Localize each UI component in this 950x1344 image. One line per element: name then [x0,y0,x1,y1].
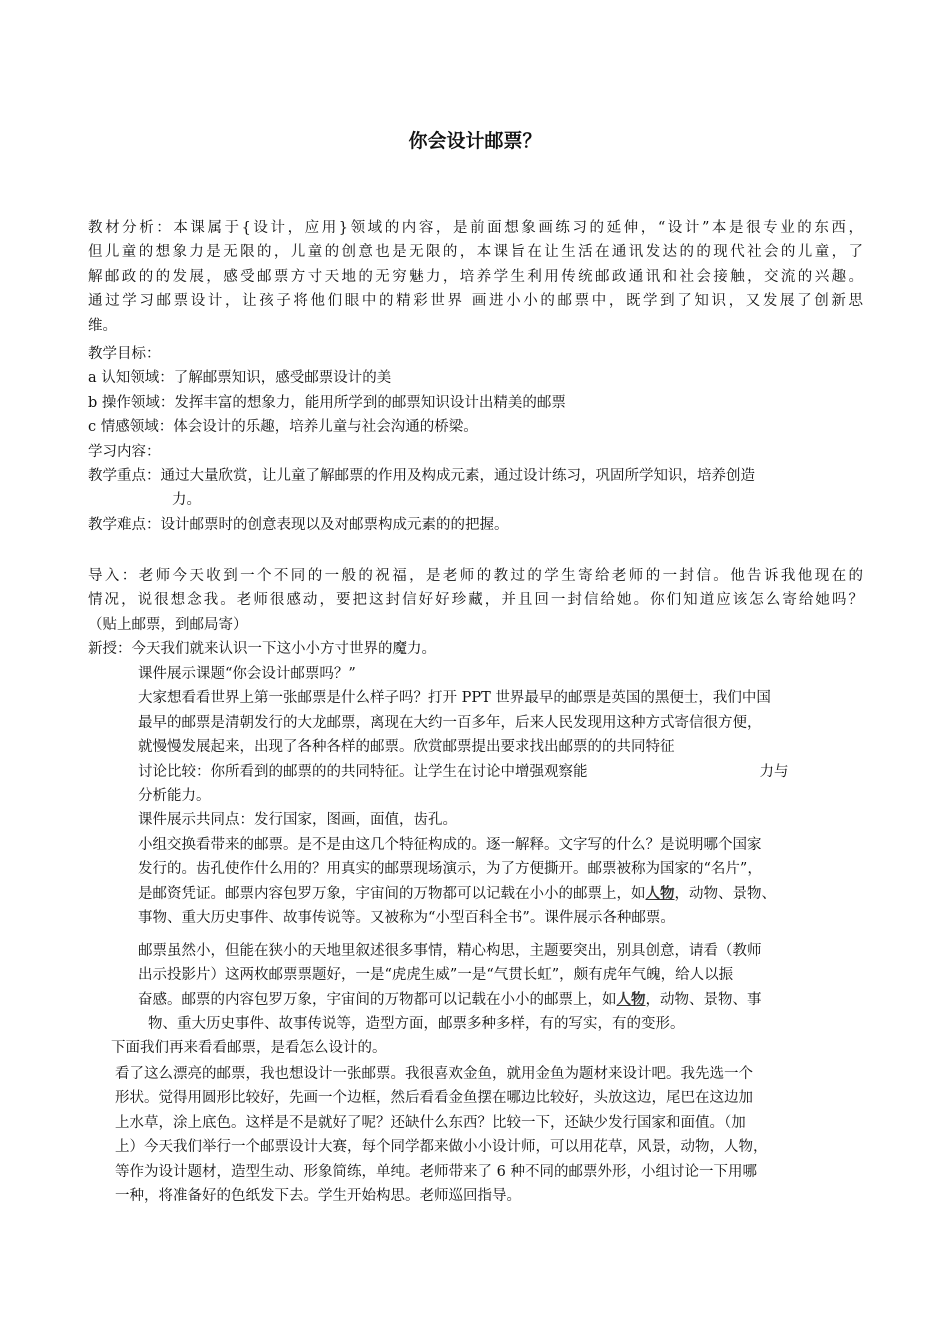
intro-paragraph [88,564,863,637]
small-line: 邮票虽然小，但能在狭小的天地里叙述很多事情，精心构思，主题要突出，别具创意，请看（教师 [138,943,762,959]
goal-c: c 情感领域：体会设计的乐趣，培养儿童与社会沟通的桥梁。 [88,419,478,436]
intro-line: （贴上邮票，到邮局寄） [88,616,248,633]
content-heading: 学习内容： [88,443,161,460]
key-point-continuation: 力。 [172,492,201,509]
design-line: 形状。觉得用圆形比较好，先画一个边框，然后看看金鱼摆在哪边比较好，头放这边，尾巴在这边加 [115,1090,753,1107]
difficulty-line: 教学难点：设计邮票时的创意表现以及对邮票构成元素的的把握。 [88,517,509,533]
next-line: 下面我们再来看看邮票，是看怎么设计的。 [111,1040,387,1056]
new-lesson-line: 新授：今天我们就来认识一下这小小方寸世界的魔力。 [88,641,436,657]
analysis-line: 但儿童的想象力是无限的，儿童的创意也是无限的，本课旨在让生活在通讯发达的的现代社会的儿童，了 [88,244,863,261]
difficulty [88,513,863,537]
group-line: 事物、重大历史事件、故事传说等。又被称为“小型百科全书”。课件展示各种邮票。 [138,910,675,927]
group-line: 小组交换看带来的邮票。是不是由这几个特征构成的。逐一解释。文字写的什么？是说明哪个国家 [138,836,762,853]
intro-line: 导入：老师今天收到一个不同的一般的祝福，是老师的教过的学生寄给老师的一封信。他告诉我他现在的 [88,568,863,584]
design-line: 等作为设计题材，造型生动、形象简练，单纯。老师带来了 6 种不同的邮票外形，小组讨论一下用哪 [115,1163,757,1180]
design-line: 看了这么漂亮的邮票，我也想设计一张邮票。我很喜欢金鱼，就用金鱼为题材来设计吧。我先选一个 [115,1066,753,1082]
new-lesson-body [138,662,863,930]
people-link[interactable]: 人物 [645,884,675,902]
new-lesson-heading-block [88,637,863,661]
discuss-continuation: 分析能力。 [138,788,211,805]
discuss-end: 力与 [759,763,789,780]
goals-heading: 教学目标： [88,346,161,362]
intro-line: 情况，说很想念我。老师很感动，要把这封信好好珍藏，并且回一封信给她。你们知道应该怎么寄给她吗？ [88,592,863,609]
goal-a: a 认知领域：了解邮票知识，感受邮票设计的美 [88,370,392,387]
analysis-line: 通过学习邮票设计，让孩子将他们眼中的精彩世界 画进小小的邮票中，既学到了知识，又发展了创新思 [88,293,863,310]
discuss-text: 讨论比较：你所看到的邮票的的共同特征。让学生在讨论中增强观察能 [138,763,588,780]
group-line [138,882,863,906]
goals-section [88,342,863,464]
analysis-paragraph [88,216,863,338]
small-line: 物、重大历史事件、故事传说等，造型方面，邮票多种多样，有的写实，有的变形。 [148,1016,685,1033]
next-line-block [111,1036,863,1060]
common-points-line: 课件展示共同点：发行国家，图画，面值，齿孔。 [138,812,457,829]
analysis-line: 维。 [88,317,117,334]
show-title-line: 课件展示课题“你会设计邮票吗？” [138,666,356,682]
analysis-line: 解邮政的的发展，感受邮票方寸天地的无穷魅力，培养学生利用传统邮政通讯和社会接触，交流的兴趣。 [88,268,863,285]
design-line: 上）今天我们举行一个邮票设计大赛，每个同学都来做小小设计师，可以用花草，风景，动物，人物， [115,1139,768,1156]
group-text: ，动物、景物、 [674,885,776,902]
goal-b: b 操作领域：发挥丰富的想象力，能用所学到的邮票知识设计出精美的邮票 [88,394,566,411]
small-line: 出示投影片）这两枚邮票票题好，一是“虎虎生威”一是“气贯长虹”，颇有虎年气魄，给人以振 [138,967,734,984]
first-stamp-line: 最早的邮票是清朝发行的大龙邮票，离现在大约一百多年，后来人民发现用这种方式寄信很方便， [138,714,762,731]
discuss-line [138,760,863,784]
design-line: 一种，将准备好的色纸发下去。学生开始构思。老师巡回指导。 [115,1188,521,1205]
design-paragraph [115,1062,863,1208]
key-point-line: 教学重点：通过大量欣赏，让儿童了解邮票的作用及构成元素，通过设计练习，巩固所学知识，培养创造 [88,468,755,484]
small-text: ，动物、景物、事 [645,991,762,1008]
group-text: 是邮资凭证。邮票内容包罗万象，宇宙间的万物都可以记载在小小的邮票上，如 [138,885,646,902]
first-stamp-line: 就慢慢发展起来，出现了各种各样的邮票。欣赏邮票提出要求找出邮票的的共同特征 [138,739,675,756]
first-stamp-line: 大家想看看世界上第一张邮票是什么样子吗？打开 PPT 世界最早的邮票是英国的黑便士，我们中国 [138,690,771,707]
small-stamp-paragraph [138,939,863,1037]
small-text: 奋感。邮票的内容包罗万象，宇宙间的万物都可以记载在小小的邮票上，如 [138,991,617,1008]
design-line: 上水草，涂上底色。这样是不是就好了呢？还缺什么东西？比较一下，还缺少发行国家和面值。（加 [115,1114,746,1131]
key-point [88,464,863,513]
small-line [138,988,863,1012]
analysis-line: 教材分析：本课属于{设计，应用}领域的内容，是前面想象画练习的延伸，“设计”本是很专业的东西， [88,220,863,236]
people-link[interactable]: 人物 [616,990,646,1008]
document-title: 你会设计邮票？ [408,130,542,152]
group-line: 发行的。齿孔使作什么用的？用真实的邮票现场演示，为了方便撕开。邮票被称为国家的“名片”， [138,861,762,878]
